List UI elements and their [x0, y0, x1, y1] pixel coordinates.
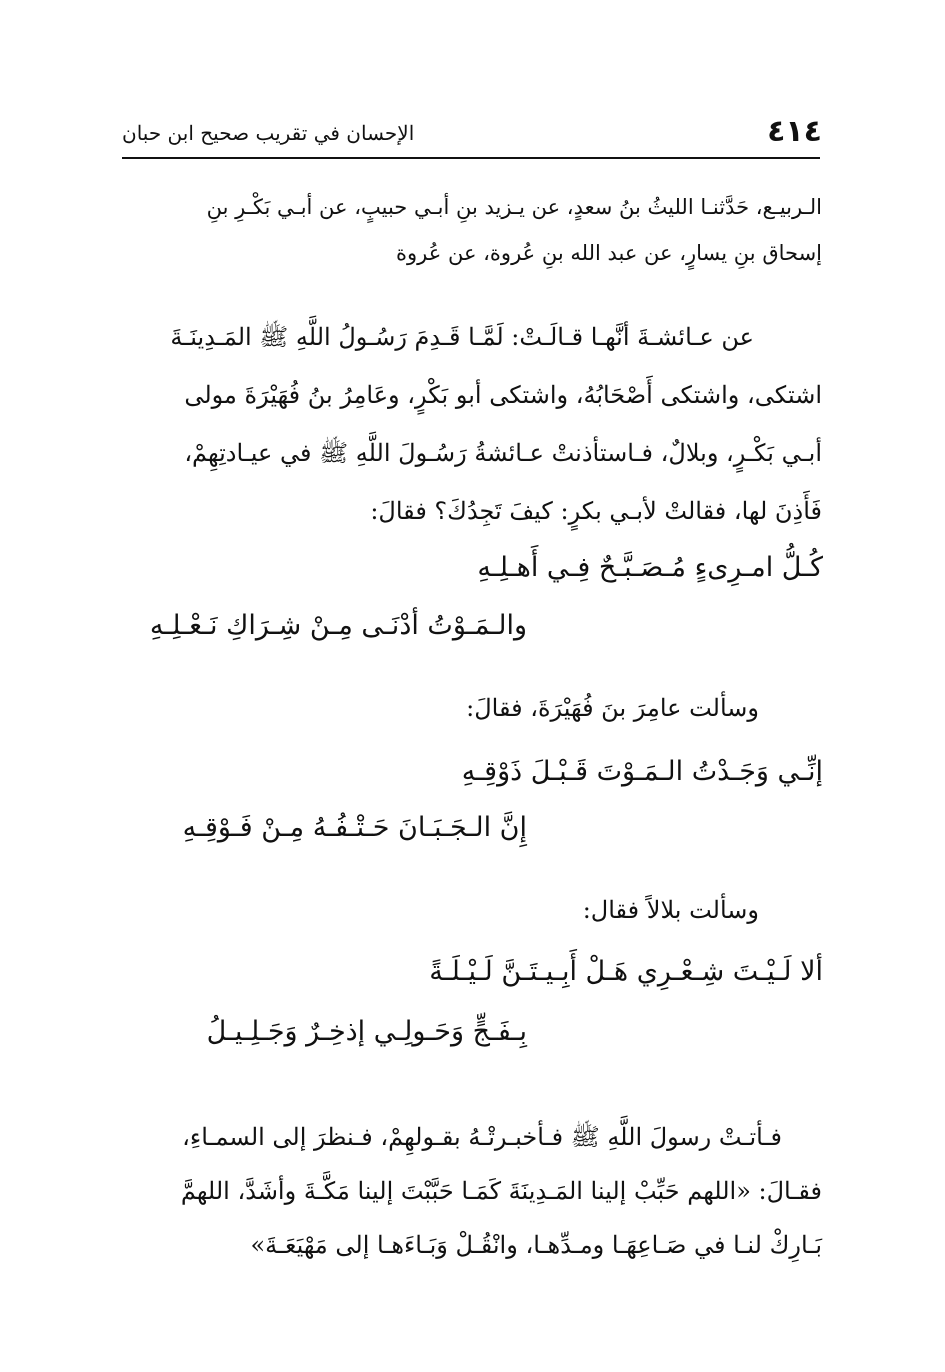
page-number: ٤١٤ [767, 114, 822, 149]
verse-1-hemistich-2: والـمَـوْتُ أدْنَـى مِـنْ شِـرَاكِ نَـعْـلِـهِ [149, 610, 527, 641]
verse-1-hemistich-1: كُـلُّ امـرِىءٍ مُـصَـبَّـحٌ فِـي أَهـلِـهِ [477, 552, 823, 583]
verse-3-hemistich-1: ألا لَـيْـتَ شِـعْـرِي هَـلْ أَبِـيـتَـنَّ لَـيْـلَـةً [429, 956, 823, 987]
verse-2-hemistich-2: إِنَّ الـجَـبَـانَ حَـتْـفُـهُ مِـنْ فَـوْقِـهِ [182, 812, 527, 843]
closing-paragraph [122, 1110, 822, 1272]
header-divider [122, 157, 820, 159]
verse-2-hemistich-1: إنِّـي وَجَـدْتُ الـمَـوْتَ قَـبْـلَ ذَوْقِـهِ [461, 756, 823, 787]
narration-line: أبـي بَكْـرٍ، وبلالٌ، فـاستأذنتْ عـائشةُ رَسُـولَ اللَّهِ ﷺ في عيـادتِهِمْ، [184, 439, 822, 467]
page-header [122, 112, 822, 152]
intro-amir: وسألت عامِرَ بنَ فُهَيْرَةَ، فقالَ: [466, 694, 759, 722]
narration-paragraph [122, 308, 822, 540]
narration-line: اشتكى، واشتكى أَصْحَابُهُ، واشتكى أبو بَكْرٍ، وعَامِرُ بنُ فُهَيْرَةَ مولى [184, 381, 822, 409]
isnad-line: إسحاق بنِ يسارٍ، عن عبد الله بنِ عُروة، عن عُروة [396, 241, 822, 265]
narration-line: عن عـائشـةَ أنَّهـا قـالَـتْ: لَمَّـا قَـدِمَ رَسُـولُ اللَّهِ ﷺ المَـدِينَـةَ [170, 323, 754, 351]
verse-3-hemistich-2: بِـفَـجٍّ وَحَـولِـي إذخِـرٌ وَجَـلِـيـلُ [206, 1016, 527, 1047]
closing-line: بَـارِكْ لنـا في صَـاعِهَـا ومـدِّهـا، وانْقُـلْ وَبَـاءَهـا إلى مَهْيَعَـةَ» [250, 1231, 822, 1259]
narration-line: فَأَذِنَ لها، فقالتْ لأبـي بكرٍ: كيفَ تَجِدُكَ؟ فقالَ: [370, 497, 822, 525]
isnad-line: الـربيـع، حَدَّثنـا الليثُ بنُ سعدٍ، عن يـزيد بنِ أبـي حبيبٍ، عن أبـي بَكْـرِ بنِ [206, 195, 822, 219]
closing-line: فـأتـتْ رسولَ اللَّهِ ﷺ فـأخبـرتْـهُ بقـولهِمْ، فـنظرَ إلى السمـاءِ، [182, 1123, 782, 1151]
running-title: الإحسان في تقريب صحيح ابن حبان [122, 121, 415, 145]
intro-bilal: وسألت بلالاً فقال: [582, 896, 759, 924]
closing-line: فقـالَ: «اللهم حَبِّبْ إلينا المَـدِينَةَ كَمَـا حَبَّبْتَ إلينا مَكَّـةَ وأشَدَّ، اللهمَّ [180, 1177, 822, 1205]
isnad-paragraph [122, 184, 822, 276]
